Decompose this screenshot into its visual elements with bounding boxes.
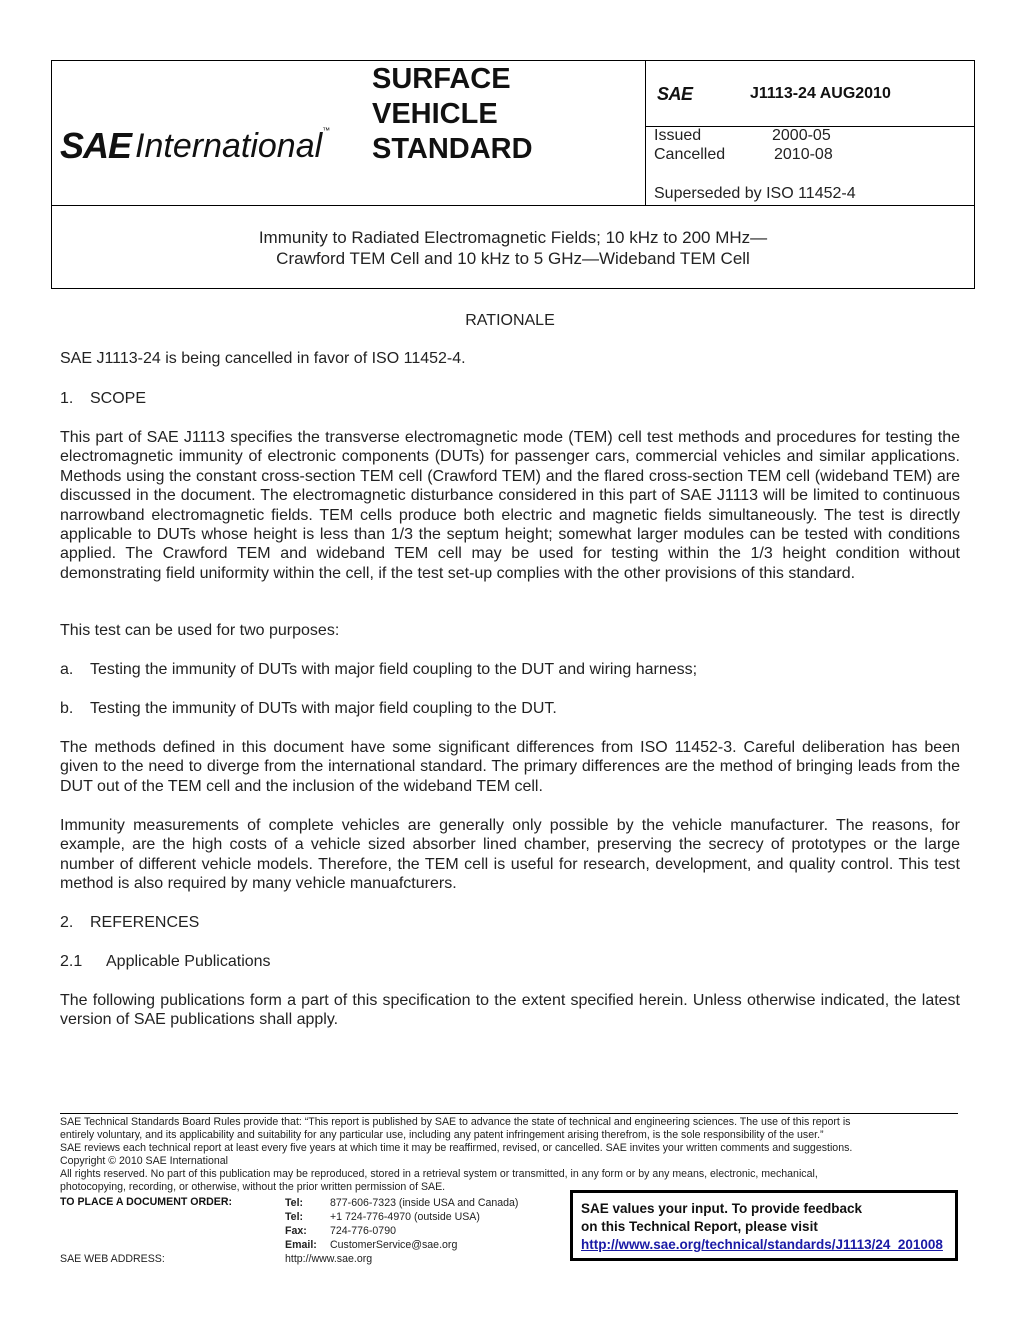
feedback-text: SAE values your input. To provide feedback	[581, 1201, 863, 1216]
title-line: Immunity to Radiated Electromagnetic Fields; 10 kHz to 200 MHz—	[258, 228, 768, 247]
fax-number: 724-776-0790	[330, 1225, 396, 1237]
rationale-heading: RATIONALE	[465, 312, 555, 329]
legal-line: SAE reviews each technical report at least every five years at which time it may be reaffirmed, revised, or cancelled. SAE invites your written comments and suggestions.	[60, 1142, 853, 1154]
scope-paragraph: This part of SAE J1113 specifies the transverse electromagnetic mode (TEM) cell test methods and procedures for testing the electromagnetic immunity of electronic components (DUTs) for passenger cars, commercial vehicles and similar applications. Methods using the constant cross-section TEM cell (Crawford TEM) and the flared cross-section TEM cell (wideband TEM) are discussed in the document. The electromagnetic disturbance considered in this part of SAE J1113 will be limited to continuous narrowband electromagnetic fields. TEM cells produce both electric and magnetic fields simultaneously. The test is directly applicable to DUTs whose height is less than 1/3 the septum height; somewhat larger modules can be tested with conditions applied. The Crawford TEM and wideband TEM cell may be used for testing within the 1/3 height condition without demonstrating field uniformity within the cell, if the test set-up complies with the other provisions of this standard.	[60, 429, 960, 582]
web-address[interactable]: http://www.sae.org	[285, 1253, 373, 1265]
immunity-paragraph: Immunity measurements of complete vehicles are generally only possible by the vehicle manufacturer. The reasons, for example, are the high costs of a vehicle sized absorber lined chamber, preserving the secrecy of prototypes or the large number of different vehicle models. Therefore, the TEM cell is useful for research, development, and quality control. This test method is also required by many vehicle manuafcturers.	[60, 817, 960, 893]
legal-line: Copyright © 2010 SAE International	[60, 1155, 228, 1167]
issued-label: Issued	[654, 127, 702, 144]
section-heading-references	[60, 913, 199, 932]
list-item-text: Testing the immunity of DUTs with major field coupling to the DUT and wiring harness;	[90, 661, 698, 678]
legal-line: photocopying, recording, or otherwise, without the prior written permission of SAE.	[60, 1181, 446, 1193]
subsection-heading-publications	[60, 952, 271, 971]
section-heading-scope	[60, 389, 146, 408]
issued-date: 2000-05	[772, 127, 831, 144]
section-number: 2.	[60, 914, 74, 931]
doc-type-line: VEHICLE	[372, 98, 498, 130]
cancelled-date: 2010-08	[774, 146, 833, 163]
header-vertical-divider	[645, 60, 646, 205]
feedback-link[interactable]: http://www.sae.org/technical/standards/J1113/24_201008	[581, 1237, 943, 1252]
superseded-note: Superseded by ISO 11452-4	[654, 185, 856, 202]
cancelled-label: Cancelled	[654, 146, 726, 163]
logo-international-text: International	[135, 127, 323, 165]
legal-line: SAE Technical Standards Board Rules provide that: “This report is published by SAE to advance the state of technical and engineering sciences. The use of this report is	[60, 1116, 851, 1128]
tel-label: Tel:	[285, 1197, 304, 1209]
list-item	[60, 660, 697, 679]
title-line: Crawford TEM Cell and 10 kHz to 5 GHz—Wideband TEM Cell	[276, 249, 750, 268]
footer-rule	[60, 1113, 958, 1114]
purposes-intro: This test can be used for two purposes:	[60, 622, 340, 639]
feedback-box	[570, 1190, 958, 1261]
legal-line: entirely voluntary, and its applicability and suitability for any particular use, including any patent infringement arising therefrom, is the sole responsibility of the user.”	[60, 1129, 824, 1141]
document-number: J1113-24 AUG2010	[750, 85, 891, 102]
section-title: SCOPE	[90, 390, 147, 407]
logo-sae-text: SAE	[60, 125, 132, 166]
fax-label: Fax:	[285, 1225, 307, 1237]
list-item-label: a.	[60, 661, 74, 678]
list-item-label: b.	[60, 700, 74, 717]
rationale-text: SAE J1113-24 is being cancelled in favor of ISO 11452-4.	[60, 350, 466, 367]
list-item	[60, 699, 557, 718]
logo-trademark: ™	[322, 126, 331, 135]
email-label: Email:	[285, 1239, 317, 1251]
small-sae-logo: SAE	[657, 84, 693, 104]
doc-type-line: SURFACE	[372, 63, 511, 95]
subsection-number: 2.1	[60, 953, 83, 970]
publications-paragraph: The following publications form a part of this specification to the extent specified herein. Unless otherwise indicated, the latest version of SAE publications shall apply.	[60, 992, 960, 1029]
feedback-text: on this Technical Report, please visit	[581, 1219, 818, 1234]
list-item-text: Testing the immunity of DUTs with major field coupling to the DUT.	[90, 700, 557, 717]
email-address[interactable]: CustomerService@sae.org	[330, 1239, 458, 1251]
web-address-label: SAE WEB ADDRESS:	[60, 1253, 165, 1265]
section-number: 1.	[60, 390, 74, 407]
legal-line: All rights reserved. No part of this publication may be reproduced, stored in a retrieval system or transmitted, in any form or by any means, electronic, mechanical,	[60, 1168, 818, 1180]
doc-type-line: STANDARD	[372, 133, 533, 165]
phone-number-domestic: 877-606-7323 (inside USA and Canada)	[330, 1197, 519, 1209]
order-label: TO PLACE A DOCUMENT ORDER:	[60, 1196, 233, 1208]
differences-paragraph: The methods defined in this document have some significant differences from ISO 11452-3. Careful deliberation has been given to the need to diverge from the international standard. The primary differences are the method of bringing leads from the DUT out of the TEM cell and the inclusion of the wideband TEM cell.	[60, 739, 960, 795]
section-title: REFERENCES	[90, 914, 200, 931]
tel-label: Tel:	[285, 1211, 304, 1223]
phone-number-international: +1 724-776-4970 (outside USA)	[330, 1211, 480, 1223]
document-type	[372, 62, 533, 167]
document-title	[51, 227, 975, 269]
sae-international-logo	[60, 124, 330, 164]
header-divider	[51, 205, 975, 206]
footer-legal-text	[60, 1116, 958, 1194]
subsection-title: Applicable Publications	[106, 953, 271, 970]
